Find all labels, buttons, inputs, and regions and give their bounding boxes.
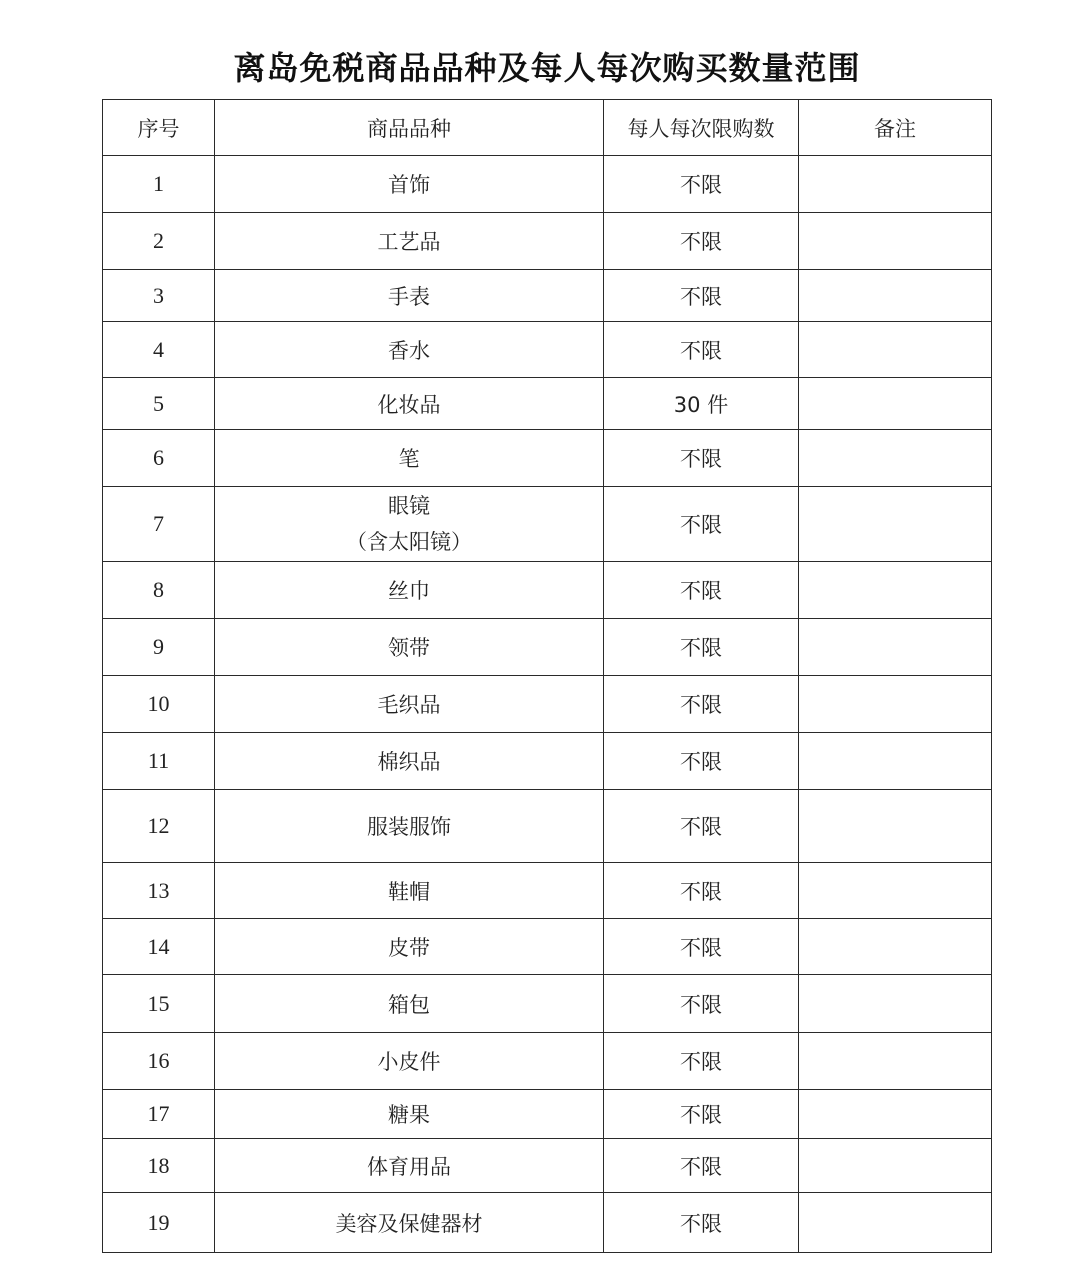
table-row (103, 270, 992, 322)
row-category: 体育用品 (215, 1139, 604, 1193)
table-row (103, 322, 992, 378)
row-limit: 30 件 (604, 378, 799, 430)
row-limit: 不限 (604, 919, 799, 975)
row-category: 工艺品 (215, 213, 604, 270)
table-row (103, 1090, 992, 1139)
row-remark (799, 213, 992, 270)
table-header-row (103, 100, 992, 156)
table-row (103, 213, 992, 270)
table-row (103, 863, 992, 919)
header-remark: 备注 (799, 100, 992, 156)
row-category: 手表 (215, 270, 604, 322)
row-index: 4 (103, 322, 215, 378)
table-row (103, 790, 992, 863)
row-category: 糖果 (215, 1090, 604, 1139)
row-remark (799, 430, 992, 487)
row-limit: 不限 (604, 156, 799, 213)
row-category: 笔 (215, 430, 604, 487)
row-limit: 不限 (604, 1090, 799, 1139)
row-category-cell (215, 487, 604, 562)
row-category: 棉织品 (215, 733, 604, 790)
row-index: 18 (103, 1139, 215, 1193)
row-index: 7 (103, 487, 215, 562)
row-index: 9 (103, 619, 215, 676)
table-row (103, 1139, 992, 1193)
row-category: 鞋帽 (215, 863, 604, 919)
row-limit: 不限 (604, 863, 799, 919)
row-category: 服装服饰 (215, 790, 604, 863)
row-limit: 不限 (604, 213, 799, 270)
table-row (103, 156, 992, 213)
table-row (103, 919, 992, 975)
row-remark (799, 270, 992, 322)
row-remark (799, 975, 992, 1033)
table-row (103, 562, 992, 619)
row-index: 1 (103, 156, 215, 213)
row-category: 毛织品 (215, 676, 604, 733)
row-limit: 不限 (604, 487, 799, 562)
table-row (103, 378, 992, 430)
row-remark (799, 733, 992, 790)
row-limit: 不限 (604, 322, 799, 378)
row-remark (799, 322, 992, 378)
row-index: 2 (103, 213, 215, 270)
row-index: 6 (103, 430, 215, 487)
row-category: 香水 (215, 322, 604, 378)
table-row (103, 430, 992, 487)
row-remark (799, 487, 992, 562)
header-index: 序号 (103, 100, 215, 156)
header-limit: 每人每次限购数 (604, 100, 799, 156)
row-limit: 不限 (604, 733, 799, 790)
table-row (103, 1033, 992, 1090)
duty-free-quota-table (102, 99, 992, 1253)
row-index: 3 (103, 270, 215, 322)
table-row (103, 733, 992, 790)
row-limit: 不限 (604, 562, 799, 619)
row-category: 小皮件 (215, 1033, 604, 1090)
row-remark (799, 378, 992, 430)
row-category-note: （含太阳镜） (346, 530, 472, 554)
row-index: 11 (103, 733, 215, 790)
row-category: 丝巾 (215, 562, 604, 619)
row-index: 13 (103, 863, 215, 919)
row-index: 16 (103, 1033, 215, 1090)
table-row (103, 975, 992, 1033)
row-category: 箱包 (215, 975, 604, 1033)
row-index: 5 (103, 378, 215, 430)
row-limit: 不限 (604, 975, 799, 1033)
row-category: 眼镜 (388, 494, 430, 518)
row-index: 15 (103, 975, 215, 1033)
table-row (103, 487, 992, 562)
row-remark (799, 919, 992, 975)
table-row (103, 676, 992, 733)
row-index: 17 (103, 1090, 215, 1139)
row-category: 化妆品 (215, 378, 604, 430)
table-row (103, 619, 992, 676)
row-index: 8 (103, 562, 215, 619)
header-category: 商品品种 (215, 100, 604, 156)
row-index: 10 (103, 676, 215, 733)
row-limit: 不限 (604, 430, 799, 487)
page-title: 离岛免税商品品种及每人每次购买数量范围 (233, 49, 861, 87)
row-remark (799, 1090, 992, 1139)
row-category: 皮带 (215, 919, 604, 975)
table-row (103, 1193, 992, 1253)
row-limit: 不限 (604, 1139, 799, 1193)
row-limit: 不限 (604, 676, 799, 733)
row-category: 领带 (215, 619, 604, 676)
row-index: 14 (103, 919, 215, 975)
row-limit: 不限 (604, 270, 799, 322)
row-limit: 不限 (604, 1033, 799, 1090)
row-remark (799, 1193, 992, 1253)
row-remark (799, 1033, 992, 1090)
row-index: 12 (103, 790, 215, 863)
row-remark (799, 863, 992, 919)
row-remark (799, 156, 992, 213)
row-limit: 不限 (604, 1193, 799, 1253)
row-remark (799, 790, 992, 863)
row-remark (799, 619, 992, 676)
row-index: 19 (103, 1193, 215, 1253)
row-category: 美容及保健器材 (215, 1193, 604, 1253)
row-limit: 不限 (604, 790, 799, 863)
row-limit: 不限 (604, 619, 799, 676)
row-remark (799, 562, 992, 619)
row-remark (799, 1139, 992, 1193)
row-category: 首饰 (215, 156, 604, 213)
row-remark (799, 676, 992, 733)
